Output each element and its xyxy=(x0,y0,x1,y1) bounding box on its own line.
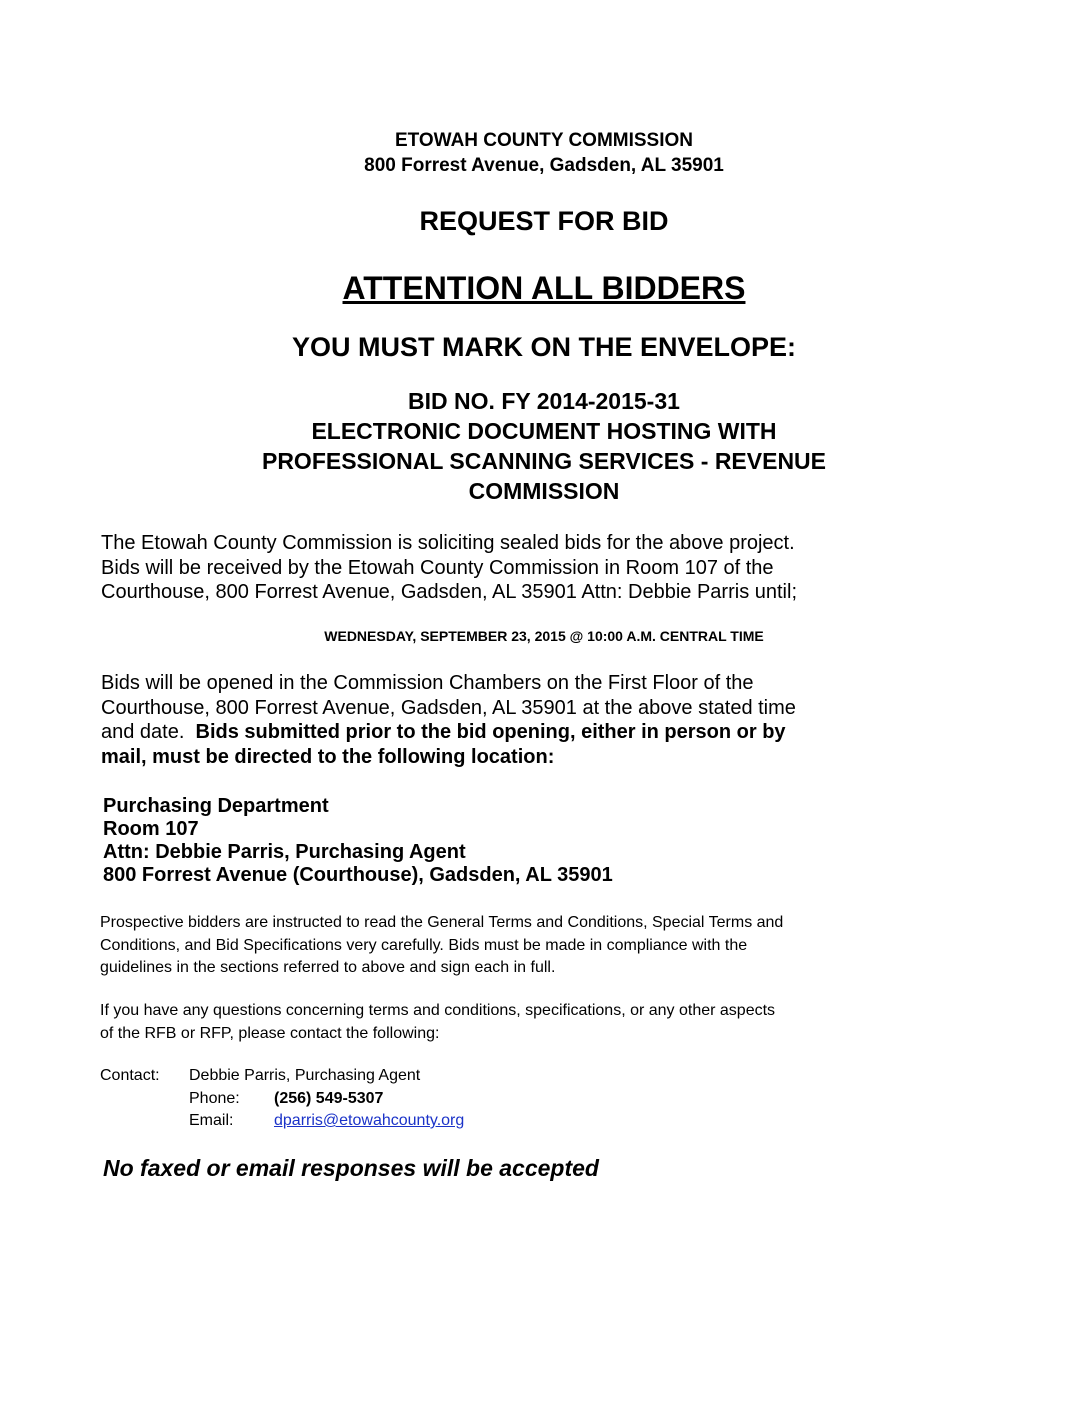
no-fax-notice: No faxed or email responses will be accepted xyxy=(103,1155,599,1181)
address-line: Purchasing Department xyxy=(103,795,329,817)
opening-paragraph xyxy=(101,671,881,769)
address-line: Attn: Debbie Parris, Purchasing Agent xyxy=(103,841,466,863)
submission-address xyxy=(103,795,613,887)
org-address: 800 Forrest Avenue, Gadsden, AL 35901 xyxy=(364,155,724,176)
phone-label: Phone: xyxy=(189,1089,240,1107)
opening-bold-line: Bids submitted prior to the bid opening, either in person or by xyxy=(195,721,786,743)
questions-paragraph xyxy=(100,1000,880,1045)
org-name: ETOWAH COUNTY COMMISSION xyxy=(394,130,694,151)
intro-line: Courthouse, 800 Forrest Avenue, Gadsden, AL 35901 Attn: Debbie Parris until; xyxy=(101,581,797,603)
email-link[interactable]: dparris@etowahcounty.org xyxy=(274,1112,465,1129)
email-label: Email: xyxy=(189,1112,234,1129)
opening-bold-line: mail, must be directed to the following location: xyxy=(101,745,555,768)
bid-block xyxy=(0,386,1088,506)
envelope-instruction: YOU MUST MARK ON THE ENVELOPE: xyxy=(291,332,797,362)
terms-line: Conditions, and Bid Specifications very carefully. Bids must be made in compliance with the xyxy=(100,936,748,954)
intro-line: The Etowah County Commission is soliciting sealed bids for the above project. xyxy=(101,532,795,554)
intro-paragraph xyxy=(101,531,881,605)
opening-line: and date. xyxy=(101,721,196,743)
org-header xyxy=(0,128,1088,178)
bid-title-line: COMMISSION xyxy=(468,478,620,504)
questions-line: If you have any questions concerning terms and conditions, specifications, or any other aspects xyxy=(100,1002,776,1019)
contact-label: Contact: xyxy=(100,1067,160,1084)
address-line: Room 107 xyxy=(103,818,199,840)
request-title: REQUEST FOR BID xyxy=(419,206,669,236)
contact-name: Debbie Parris, Purchasing Agent xyxy=(189,1067,421,1084)
attention-heading: ATTENTION ALL BIDDERS xyxy=(342,270,746,306)
address-line: 800 Forrest Avenue (Courthouse), Gadsden, AL 35901 xyxy=(103,864,613,886)
bid-number: BID NO. FY 2014-2015-31 xyxy=(408,388,680,414)
bid-title-line: PROFESSIONAL SCANNING SERVICES - REVENUE xyxy=(261,448,827,474)
opening-line: Bids will be opened in the Commission Chambers on the First Floor of the xyxy=(101,672,754,694)
terms-line: guidelines in the sections referred to above and sign each in full. xyxy=(100,959,556,976)
opening-line: Courthouse, 800 Forrest Avenue, Gadsden, AL 35901 at the above stated time xyxy=(101,696,796,719)
terms-paragraph xyxy=(100,912,880,980)
bid-title-line: ELECTRONIC DOCUMENT HOSTING WITH xyxy=(311,418,777,444)
phone-number: (256) 549-5307 xyxy=(274,1089,384,1107)
questions-line: of the RFB or RFP, please contact the following: xyxy=(100,1024,440,1042)
intro-line: Bids will be received by the Etowah County Commission in Room 107 of the xyxy=(101,556,774,579)
bid-deadline: WEDNESDAY, SEPTEMBER 23, 2015 @ 10:00 A.M. CENTRAL TIME xyxy=(324,628,764,644)
terms-line: Prospective bidders are instructed to read the General Terms and Conditions, Special Terms and xyxy=(100,914,784,931)
